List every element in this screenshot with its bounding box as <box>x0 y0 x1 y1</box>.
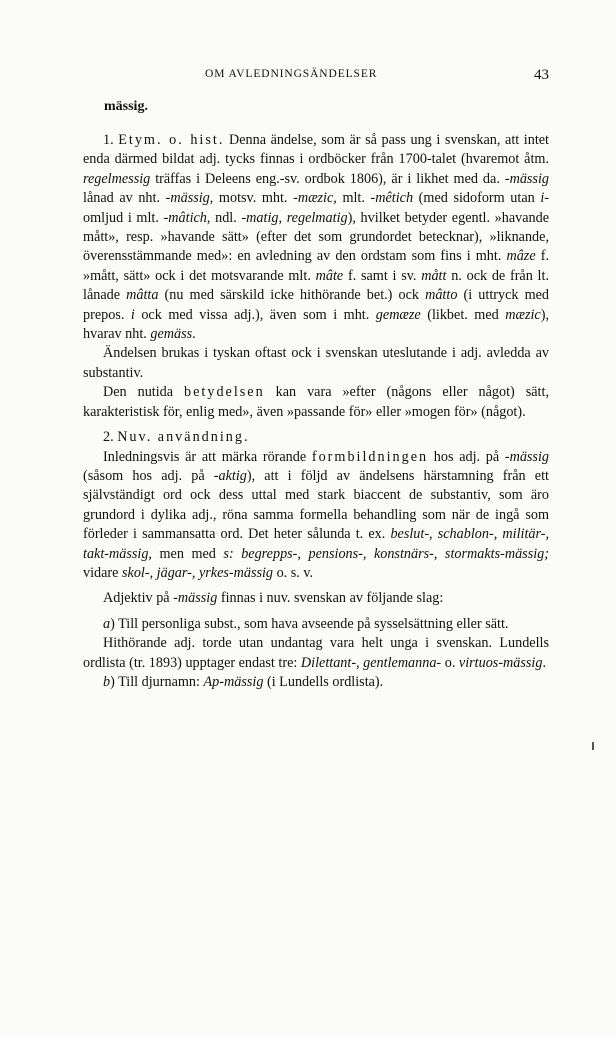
section-number: 2. <box>103 429 118 446</box>
text-run: (med sidoform utan <box>413 190 541 207</box>
running-header <box>0 68 616 88</box>
paragraph-type-a <box>83 615 549 634</box>
italic-term: -mässig <box>504 170 549 187</box>
text-run: vidare <box>83 564 122 581</box>
text-run: -omljud i mlt. <box>83 190 550 226</box>
italic-term: -mêtich <box>370 190 414 207</box>
text-run: mlt. <box>336 190 371 207</box>
body-text <box>83 131 549 692</box>
text-run: Hithörande adj. torde utan undantag vara helt unga i svenskan. Lundells ordlista (tr. 1893) upptager endast tre: <box>83 635 549 671</box>
text-run: ), hvarav nht. <box>83 306 549 343</box>
page-number: 43 <box>534 67 549 83</box>
italic-term: regelmatig <box>286 209 348 226</box>
paragraph-type-a-examples <box>83 634 549 673</box>
paragraph-usage-german: Ändelsen brukas i tyskan oftast ock i svenskan uteslutande i adj. avledda av substantiv. <box>83 345 549 381</box>
list-marker: b <box>103 673 111 690</box>
text-run: Adjektiv på <box>103 590 174 607</box>
italic-term: Dilettant-, gentlemanna- <box>300 654 442 671</box>
section-label: Nuv. användning. <box>117 429 250 446</box>
text-run: (i uttryck med prepos. <box>83 287 549 323</box>
text-run: (likbet. med <box>420 306 506 323</box>
section-heading: mässig. <box>104 99 148 114</box>
text-run: ndl. <box>210 209 242 226</box>
paragraph-meaning <box>83 383 549 422</box>
italic-term: virtuos-mässig <box>458 654 543 671</box>
text-run: ), hvilket betyder egentl. »havande mått», resp. »havande sätt» (efter det som grundordet betecknar), »liknande, överensstämmande med»: en avledning av den ordstam som fins i mht. <box>83 209 550 265</box>
italic-term: -mæzic, <box>293 190 337 207</box>
text-run: lånad av nht. <box>83 190 166 207</box>
text-run: ock med vissa adj.), även som i mht. <box>134 306 376 323</box>
text-run: n. ock de från lt. lånade <box>83 267 549 304</box>
text-run: träffas i Deleens eng.-sv. ordbok 1806), är i likhet med da. <box>150 170 505 187</box>
text-run: (i Lundells ordlista). <box>263 673 384 690</box>
italic-term: mâtta <box>126 287 159 304</box>
text-run: f. »mått, sätt» ock i det motsvarande mlt. <box>83 248 549 284</box>
section-number: 1. <box>103 132 119 148</box>
italic-term: -matig, <box>241 209 283 226</box>
text-run: ) Till personliga subst., som hava avseende på sysselsättning eller sätt. <box>110 615 509 632</box>
text-run: men med <box>151 545 224 562</box>
paragraph-adjective-types <box>83 589 549 608</box>
text-run: hos adj. på <box>428 448 505 465</box>
spaced-term: betydelsen <box>184 384 265 401</box>
text-run: (såsom hos adj. på <box>83 467 214 484</box>
italic-term: -mâtich, <box>163 209 211 226</box>
list-marker: a <box>103 615 111 632</box>
text-run: Denna ändelse, som är så pass ung i svenskan, att intet enda därmed bildat adj. tycks finnas i ordböcker från 1700-talet (hvaremot åtm. <box>83 132 550 168</box>
italic-term: gemæze <box>375 306 421 323</box>
spaced-term: formbildningen <box>311 448 429 465</box>
italic-term: -mässig <box>504 448 549 465</box>
text-run: Inledningsvis är att märka rörande <box>103 448 312 465</box>
section-label: Etym. o. hist. <box>118 132 225 148</box>
text-run: f. samt i sv. <box>343 267 422 284</box>
text-run: . <box>192 326 196 343</box>
paragraph-formation <box>83 448 549 584</box>
italic-term: beslut-, schablon-, militär-, takt-mässig, <box>83 526 549 562</box>
text-run: o. <box>441 654 459 671</box>
italic-term: i <box>540 190 545 207</box>
italic-term: mæzic <box>505 306 541 323</box>
italic-term: -mässig <box>173 590 218 607</box>
text-run: ), att i följd av ändelsens härstamning från ett självständigt ord ock dess uttal med stark biaccent de substantiv, som äro grundord i dylika adj., röna samma formella behandling som när de ingå som förleder i sammansatta ord. Det heter sålunda t. ex. <box>83 467 549 543</box>
text-run: o. s. v. <box>273 564 314 581</box>
text-run: ) Till djurnamn: <box>110 673 204 690</box>
paragraph-type-b <box>83 673 549 692</box>
text-run: finnas i nuv. svenskan av följande slag: <box>217 590 444 607</box>
italic-term: mâze <box>506 248 536 265</box>
italic-term: s: begrepps-, pensions-, konstnärs-, stormakts-mässig; <box>223 545 549 562</box>
paragraph-etymology <box>83 131 549 344</box>
text-run: . <box>542 654 547 671</box>
running-title: OM AVLEDNINGSÄNDELSER <box>205 68 378 80</box>
italic-term: mått <box>421 267 447 284</box>
paragraph-current-use-heading <box>83 428 549 447</box>
italic-term: gemäss <box>150 326 193 343</box>
italic-term: mâtto <box>425 287 458 304</box>
text-run: motsv. mht. <box>213 190 294 207</box>
italic-term: skol-, jägar-, yrkes-mässig <box>122 564 274 581</box>
italic-term: -mässig, <box>165 190 214 207</box>
text-run: Den nutida <box>103 384 185 401</box>
italic-term: mâte <box>315 267 344 284</box>
scan-mark <box>592 742 594 750</box>
italic-term: -aktig <box>213 467 247 484</box>
italic-term: regelmessig <box>83 170 151 187</box>
italic-term: i <box>130 306 135 323</box>
italic-term: Ap-mässig <box>203 673 264 690</box>
text-run: (nu med särskild icke hithörande bet.) ock <box>158 287 426 304</box>
text-run: kan vara »efter (någons eller något) sätt, karakteristisk för, enlig med», även »passande för» eller »mogen för» (något). <box>83 384 549 420</box>
